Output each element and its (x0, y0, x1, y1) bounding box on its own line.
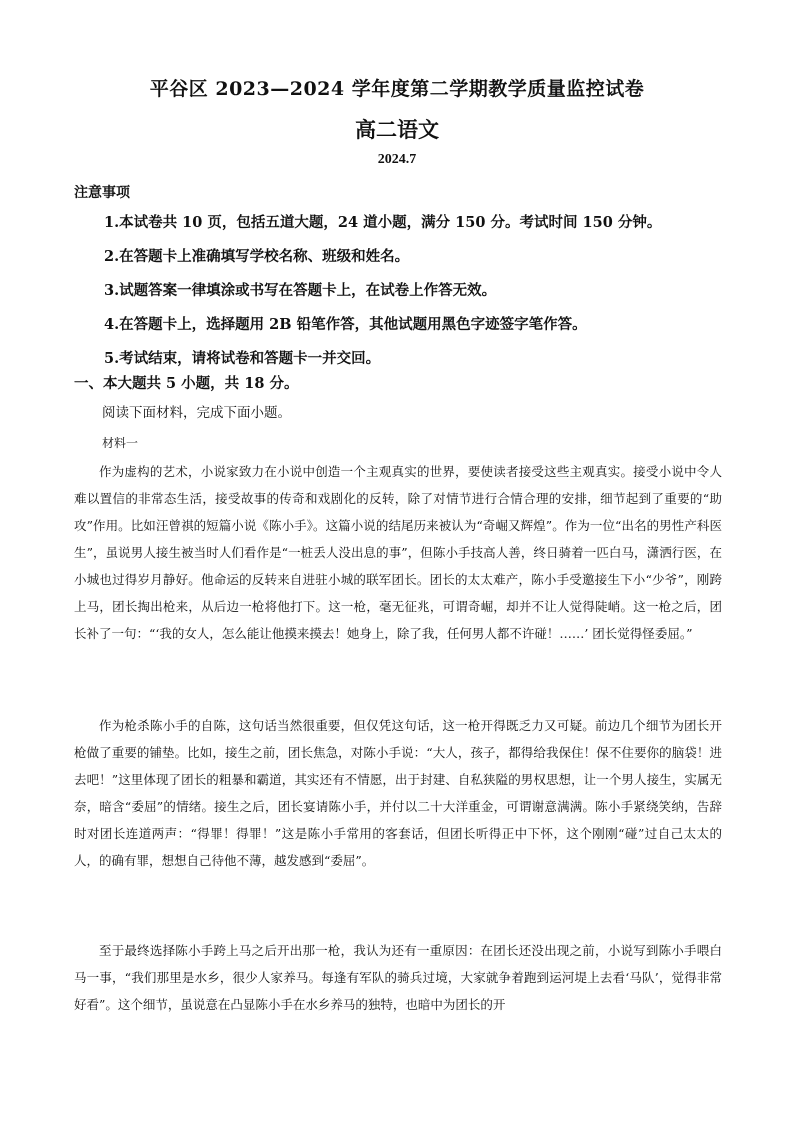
body-paragraph: 作为虚构的艺术，小说家致力在小说中创造一个主观真实的世界，要使读者接受这些主观真实。接受小说中令人难以置信的非常态生活，接受故事的传奇和戏剧化的反转，除了对情节进行合情合理的安排，细节起到了重要的“助攻”作用。比如汪曾祺的短篇小说《陈小手》。这篇小说的结尾历来被认为“奇崛又辉煌”。作为一位“出名的男性产科医生”，虽说男人接生被当时人们看作是“一桩丢人没出息的事”，但陈小手技高人善，终日骑着一匹白马，潇洒行医，在小城也过得岁月静好。他命运的反转来自进驻小城的联军团长。团长的太太难产，陈小手受邀接生下小“少爷”，刚跨上马，团长掏出枪来，从后边一枪将他打下。这一枪，毫无征兆，可谓奇崛，却并不让人觉得陡峭。这一枪之后，团长补了一句：“‘我的女人，怎么能让他摸来摸去！她身上，除了我，任何男人都不许碰！……’ 团长觉得怪委屈。” (74, 464, 722, 641)
notice-list (104, 212, 744, 382)
notice-heading: 注意事项 (74, 185, 130, 201)
body-paragraph: 作为枪杀陈小手的自陈，这句话当然很重要，但仅凭这句话，这一枪开得既乏力又可疑。前边几个细节为团长开枪做了重要的铺垫。比如，接生之前，团长焦急，对陈小手说：“大人，孩子，都得给我保住！保不住要你的脑袋！进去吧！”这里体现了团长的粗暴和霸道，其实还有不情愿，出于封建、自私狭隘的男权思想，让一个男人接生，实属无奈，暗含“委屈”的情绪。接生之后，团长宴请陈小手，并付以二十大洋重金，可谓谢意满满。陈小手紧绕笑纳，告辞时对团长连道两声：“得罪！得罪！”这是陈小手常用的客套话，但团长听得正中下怀，这个刚刚“碰”过自己太太的人，的确有罪，想想自己待他不薄，越发感到“委屈”。 (74, 718, 722, 868)
exam-title: 平谷区 2023—2024 学年度第二学期教学质量监控试卷 (149, 78, 645, 100)
notice-item: 2.在答题卡上准确填写学校名称、班级和姓名。 (104, 248, 410, 265)
subject-title: 高二语文 (355, 117, 439, 142)
exam-date: 2024.7 (377, 152, 417, 167)
material-label: 材料一 (102, 436, 139, 450)
body-paragraph: 至于最终选择陈小手跨上马之后开出那一枪，我认为还有一重原因：在团长还没出现之前，小说写到陈小手喂白马一事，“我们那里是水乡，很少人家养马。每逢有军队的骑兵过境，大家就争着跑到运河堤上去看‘马队’，觉得非常好看”。这个细节，虽说意在凸显陈小手在水乡养马的独特，也暗中为团长的开 (74, 943, 722, 1012)
notice-item: 4.在答题卡上，选择题用 2B 铅笔作答，其他试题用黑色字迹签字笔作答。 (104, 316, 587, 333)
notice-item: 5.考试结束，请将试卷和答题卡一并交回。 (104, 350, 381, 367)
notice-item: 3.试题答案一律填涂或书写在答题卡上，在试卷上作答无效。 (104, 282, 497, 299)
section-heading: 一、本大题共 5 小题，共 18 分。 (74, 375, 299, 392)
reading-instruction: 阅读下面材料，完成下面小题。 (102, 405, 291, 421)
notice-item: 1.本试卷共 10 页，包括五道大题，24 道小题，满分 150 分。考试时间 150 分钟。 (104, 214, 662, 231)
